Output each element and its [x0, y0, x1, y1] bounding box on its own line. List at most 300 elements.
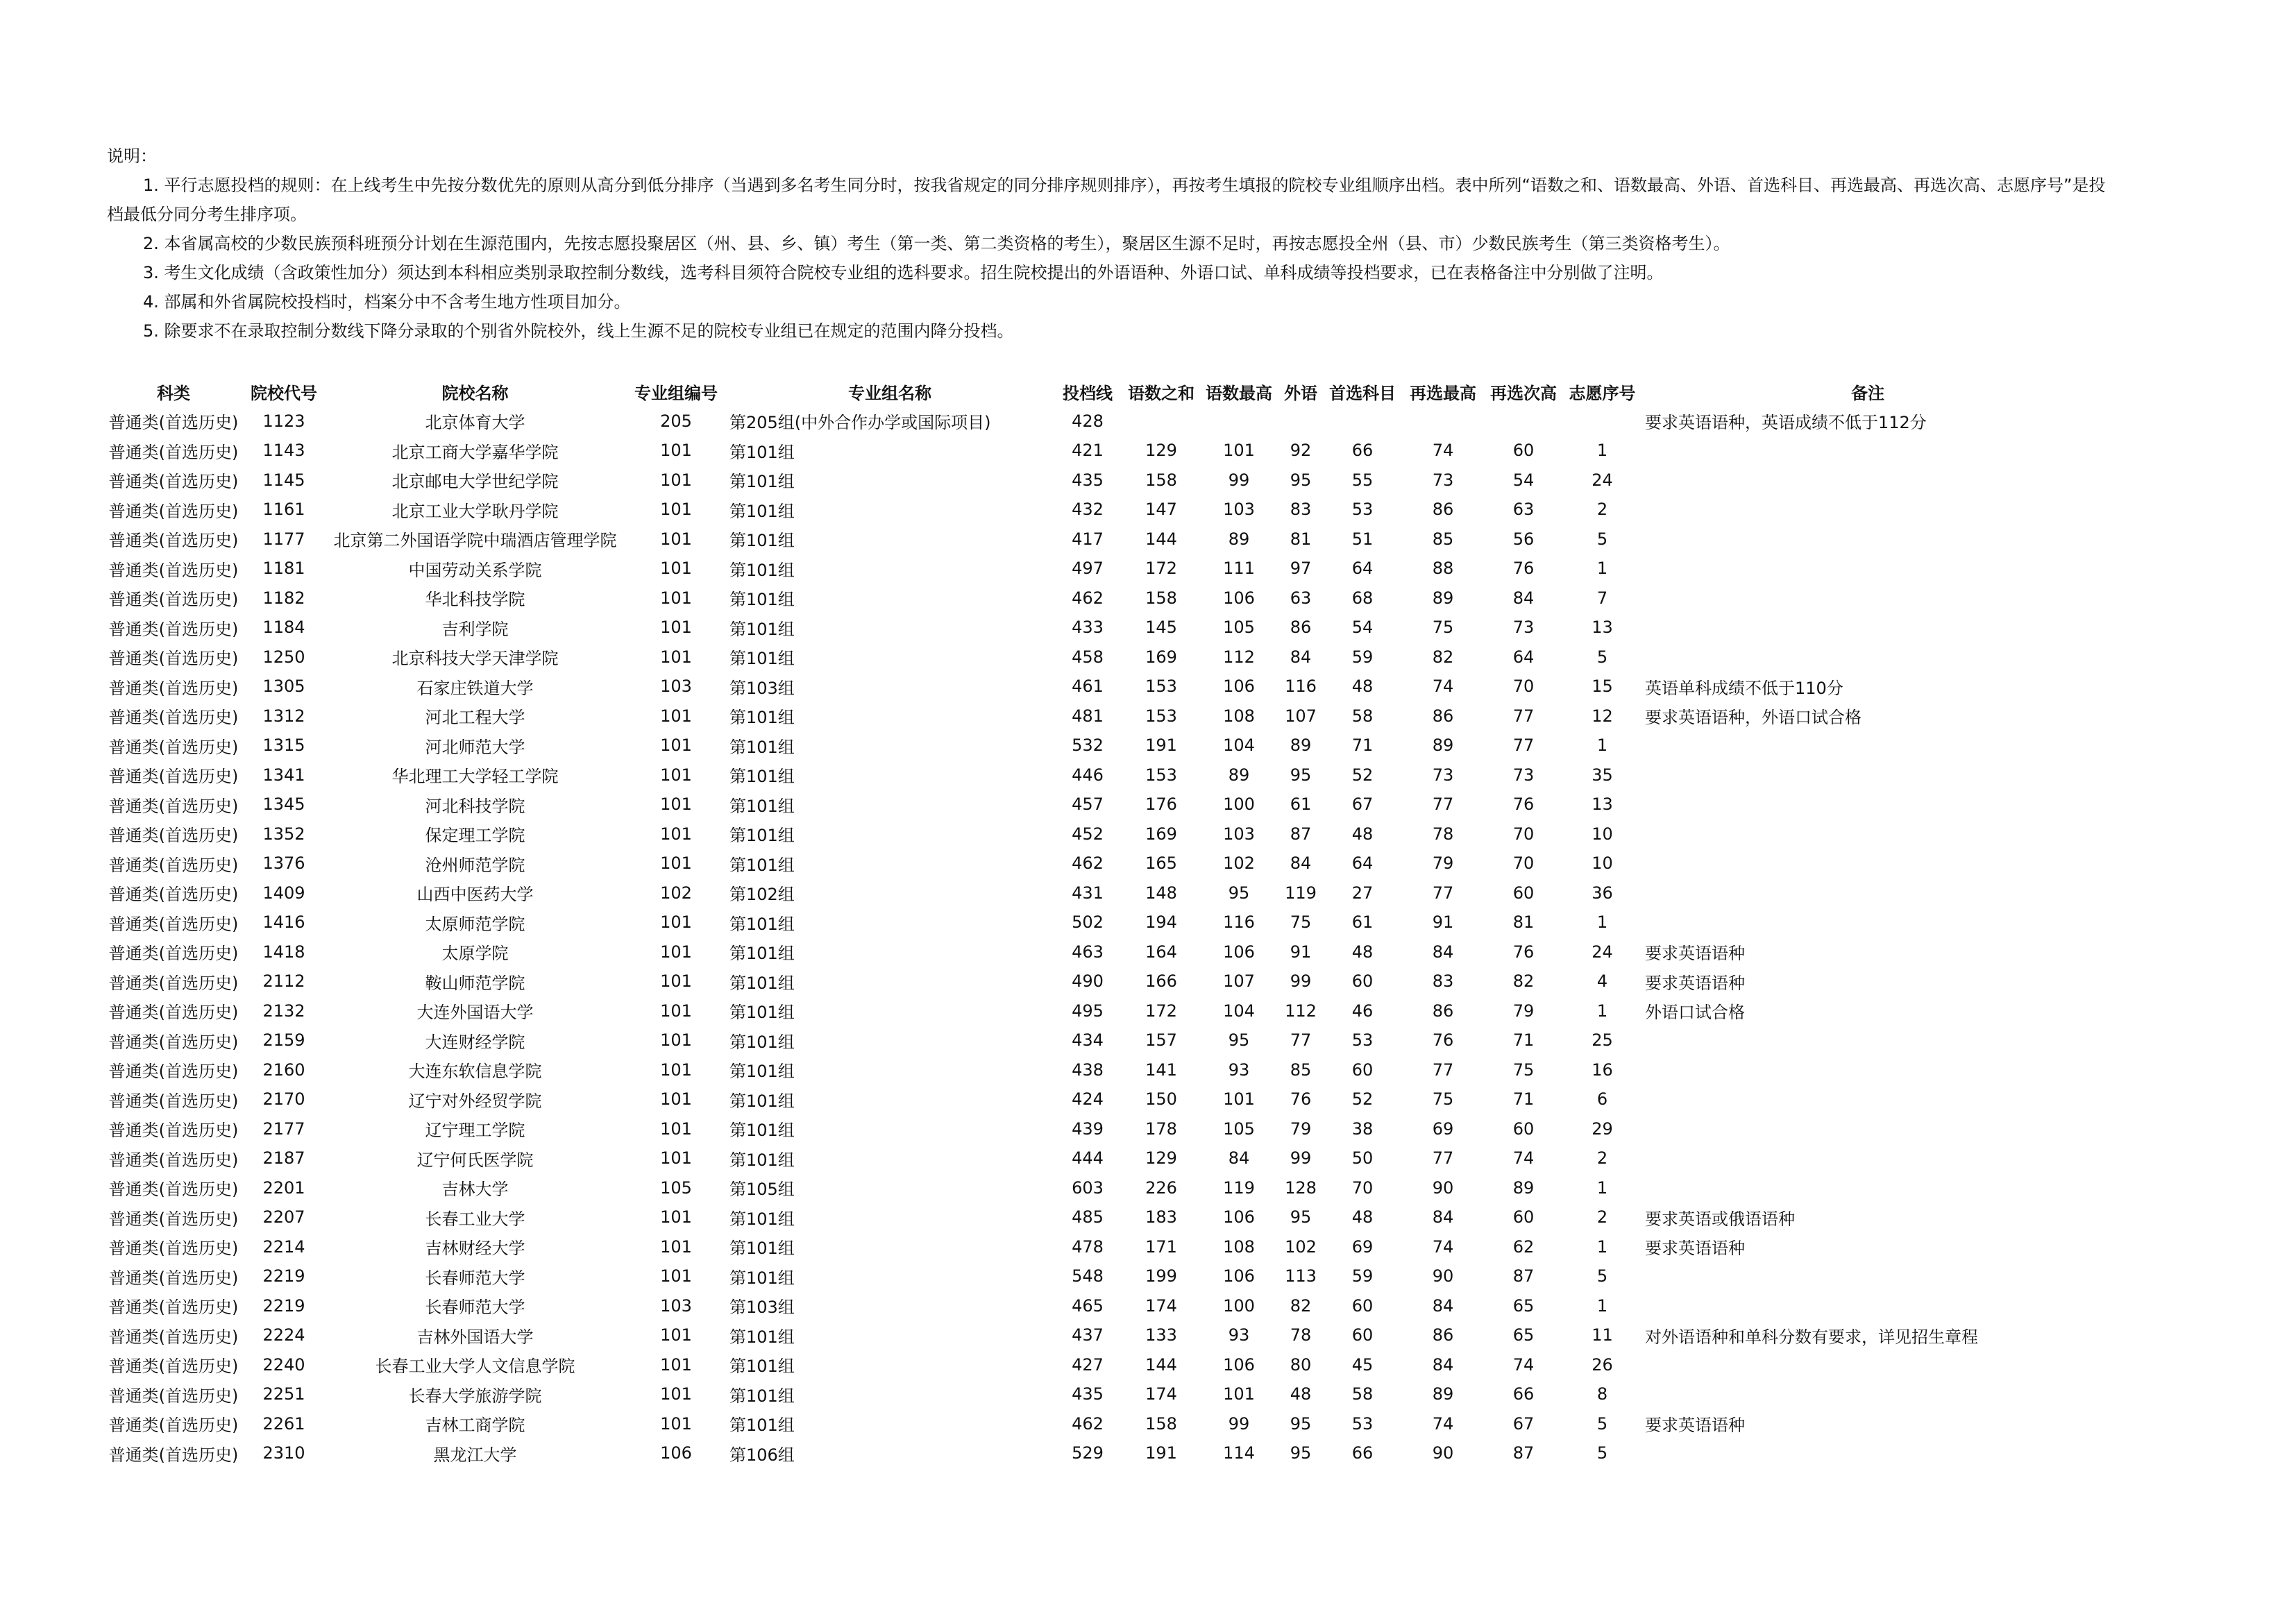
preference-order-cell: 1: [1596, 912, 1608, 933]
reselect-second-cell: 73: [1512, 765, 1535, 785]
group-name-cell: 第101组: [729, 442, 795, 462]
reselect-max-cell: 77: [1432, 794, 1454, 815]
school-code-cell: 1161: [262, 500, 305, 520]
category-cell: 普通类(首选历史): [108, 1150, 239, 1170]
cutoff-score-cell: 485: [1072, 1207, 1104, 1227]
table-row: [104, 1438, 2093, 1468]
chinese-math-sum-cell: 153: [1145, 706, 1177, 726]
reselect-max-cell: 73: [1432, 470, 1454, 490]
group-name-cell: 第106组: [729, 1445, 795, 1465]
table-row: [104, 466, 2093, 495]
first-subject-cell: 53: [1351, 1413, 1374, 1434]
remark-cell: 外语口试合格: [1645, 1003, 1745, 1023]
school-name-cell: 北京体育大学: [425, 413, 525, 433]
reselect-max-cell: 74: [1432, 1413, 1454, 1434]
foreign-language-cell: 92: [1290, 441, 1312, 461]
reselect-max-cell: 84: [1432, 1354, 1454, 1375]
reselect-max-cell: 89: [1432, 588, 1454, 608]
group-code-cell: 101: [660, 706, 692, 726]
school-name-cell: 辽宁理工学院: [425, 1121, 525, 1141]
category-cell: 普通类(首选历史): [108, 413, 239, 433]
cutoff-score-cell: 435: [1072, 1384, 1104, 1404]
reselect-second-cell: 65: [1512, 1325, 1535, 1345]
note-item: 1. 平行志愿投档的规则：在上线考生中先按分数优先的原则从高分到低分排序（当遇到多名考生同分时，按我省规定的同分排序规则排序），再按考生填报的院校专业组顺序出档。表中所列“语数之和、语数最高、外语、首选科目、再选最高、再选次高、志愿序号”是投档最低分同分考生排序项。: [107, 176, 2106, 224]
chinese-math-max-cell: 95: [1228, 1030, 1250, 1051]
category-cell: 普通类(首选历史): [108, 1445, 239, 1465]
category-cell: 普通类(首选历史): [108, 1003, 239, 1023]
foreign-language-cell: 95: [1290, 1207, 1312, 1227]
table-row: [104, 760, 2093, 790]
remark-cell: [1642, 819, 2093, 849]
preference-order-cell: 35: [1592, 765, 1613, 785]
table-row: [104, 1203, 2093, 1232]
cutoff-score-cell: 461: [1072, 677, 1104, 697]
foreign-language-cell: 107: [1285, 706, 1317, 726]
chinese-math-max-cell: 106: [1223, 1266, 1255, 1286]
group-name-cell: 第101组: [729, 973, 795, 993]
admission-score-table: [104, 377, 2093, 1468]
chinese-math-sum-cell: 158: [1145, 588, 1177, 608]
reselect-second-cell: 71: [1512, 1089, 1535, 1110]
preference-order-cell: 24: [1592, 942, 1613, 962]
preference-order-cell: 5: [1596, 529, 1608, 549]
preference-order-cell: 6: [1596, 1089, 1608, 1110]
remark-cell: [1642, 466, 2093, 495]
school-code-cell: 1418: [262, 942, 305, 962]
category-cell: 普通类(首选历史): [108, 708, 239, 728]
first-subject-cell: 64: [1351, 559, 1374, 579]
preference-order-cell: 29: [1592, 1119, 1613, 1139]
school-name-cell: 山西中医药大学: [416, 885, 534, 905]
school-name-cell: 吉林外国语大学: [416, 1327, 534, 1347]
chinese-math-sum-cell: 165: [1145, 853, 1177, 874]
reselect-second-cell: 60: [1512, 1119, 1535, 1139]
header-cell: 投档线: [1063, 383, 1113, 403]
group-name-cell: 第101组: [729, 737, 795, 757]
school-code-cell: 1145: [262, 470, 305, 490]
group-code-cell: 101: [660, 853, 692, 874]
category-cell: 普通类(首选历史): [108, 1180, 239, 1200]
foreign-language-cell: 81: [1290, 529, 1312, 549]
school-code-cell: 2112: [262, 971, 305, 992]
school-code-cell: 2187: [262, 1148, 305, 1169]
remark-cell: [1642, 1026, 2093, 1055]
notes-section: [107, 142, 2106, 346]
school-name-cell: 长春工业大学: [425, 1209, 525, 1229]
reselect-second-cell: 74: [1512, 1354, 1535, 1375]
category-cell: 普通类(首选历史): [108, 678, 239, 698]
chinese-math-sum-cell: 145: [1145, 618, 1177, 638]
remark-cell: [1642, 731, 2093, 760]
group-name-cell: 第101组: [729, 531, 795, 551]
school-name-cell: 华北理工大学轻工学院: [391, 767, 559, 787]
chinese-math-sum-cell: 144: [1145, 1354, 1177, 1375]
group-name-cell: 第105组: [729, 1180, 795, 1200]
preference-order-cell: 1: [1596, 1237, 1608, 1257]
table-row: [104, 1409, 2093, 1439]
group-code-cell: 101: [660, 736, 692, 756]
group-name-cell: 第102组: [729, 885, 795, 905]
foreign-language-cell: 119: [1285, 883, 1317, 903]
table-row: [104, 643, 2093, 672]
school-code-cell: 2177: [262, 1119, 305, 1139]
group-code-cell: 103: [660, 677, 692, 697]
reselect-second-cell: 70: [1512, 677, 1535, 697]
note-item: 5. 除要求不在录取控制分数线下降分录取的个别省外院校外，线上生源不足的院校专业组已在规定的范围内降分投档。: [143, 321, 1014, 341]
school-code-cell: 1416: [262, 912, 305, 933]
header-cell: 院校代号: [251, 383, 317, 403]
group-name-cell: 第101组: [729, 1357, 795, 1377]
school-name-cell: 北京邮电大学世纪学院: [391, 472, 559, 492]
table-row: [104, 1085, 2093, 1114]
chinese-math-sum-cell: 172: [1145, 559, 1177, 579]
table-header-row: [104, 377, 2093, 407]
remark-cell: [1642, 849, 2093, 878]
first-subject-cell: 70: [1351, 1178, 1374, 1198]
group-name-cell: 第101组: [729, 1209, 795, 1229]
chinese-math-max-cell: 100: [1223, 1295, 1255, 1316]
preference-order-cell: 1: [1596, 441, 1608, 461]
preference-order-cell: 36: [1592, 883, 1613, 903]
chinese-math-max-cell: 106: [1223, 1354, 1255, 1375]
group-code-cell: 101: [660, 1354, 692, 1375]
school-code-cell: 2132: [262, 1001, 305, 1021]
table-row: [104, 495, 2093, 525]
chinese-math-max-cell: 108: [1223, 1237, 1255, 1257]
school-name-cell: 吉林工商学院: [425, 1416, 525, 1436]
group-name-cell: 第101组: [729, 590, 795, 610]
foreign-language-cell: 97: [1290, 559, 1312, 579]
foreign-language-cell: 102: [1285, 1237, 1317, 1257]
school-code-cell: 2160: [262, 1060, 305, 1080]
foreign-language-cell: 48: [1290, 1384, 1312, 1404]
reselect-max-cell: 73: [1432, 765, 1454, 785]
preference-order-cell: 8: [1596, 1384, 1608, 1404]
school-code-cell: 1182: [262, 588, 305, 608]
chinese-math-sum-cell: 171: [1145, 1237, 1177, 1257]
reselect-second-cell: 63: [1512, 500, 1535, 520]
foreign-language-cell: 76: [1290, 1089, 1312, 1110]
remark-cell: 要求英语语种，外语口试合格: [1645, 708, 1862, 728]
preference-order-cell: 4: [1596, 971, 1608, 992]
table-row: [104, 1320, 2093, 1350]
category-cell: 普通类(首选历史): [108, 531, 239, 551]
reselect-second-cell: [1485, 407, 1562, 436]
cutoff-score-cell: 490: [1072, 971, 1104, 992]
school-code-cell: 1376: [262, 853, 305, 874]
group-code-cell: 101: [660, 1207, 692, 1227]
category-cell: 普通类(首选历史): [108, 737, 239, 757]
reselect-second-cell: 70: [1512, 824, 1535, 844]
preference-order-cell: 24: [1592, 470, 1613, 490]
chinese-math-sum-cell: 153: [1145, 677, 1177, 697]
remark-cell: [1642, 1085, 2093, 1114]
reselect-second-cell: 87: [1512, 1266, 1535, 1286]
preference-order-cell: 1: [1596, 1178, 1608, 1198]
group-code-cell: 101: [660, 942, 692, 962]
category-cell: 普通类(首选历史): [108, 1268, 239, 1288]
cutoff-score-cell: 427: [1072, 1354, 1104, 1375]
note-item: 2. 本省属高校的少数民族预科班预分计划在生源范围内，先按志愿投聚居区（州、县、乡、镇）考生（第一类、第二类资格的考生），聚居区生源不足时，再按志愿投全州（县、市）少数民族考生（第三类资格考生）。: [143, 234, 1730, 253]
group-code-cell: 101: [660, 647, 692, 667]
first-subject-cell: 59: [1351, 1266, 1374, 1286]
school-name-cell: 大连东软信息学院: [408, 1062, 542, 1082]
table-row: [104, 1173, 2093, 1203]
group-code-cell: 101: [660, 971, 692, 992]
reselect-second-cell: 56: [1512, 529, 1535, 549]
chinese-math-max-cell: 84: [1228, 1148, 1250, 1169]
reselect-max-cell: 86: [1432, 1325, 1454, 1345]
group-name-cell: 第101组: [729, 560, 795, 580]
cutoff-score-cell: 548: [1072, 1266, 1104, 1286]
cutoff-score-cell: 437: [1072, 1325, 1104, 1345]
preference-order-cell: 16: [1592, 1060, 1613, 1080]
school-code-cell: 2159: [262, 1030, 305, 1051]
first-subject-cell: 66: [1351, 441, 1374, 461]
table-row: [104, 908, 2093, 937]
preference-order-cell: 2: [1596, 1148, 1608, 1169]
chinese-math-max-cell: 95: [1228, 883, 1250, 903]
cutoff-score-cell: 478: [1072, 1237, 1104, 1257]
category-cell: 普通类(首选历史): [108, 1298, 239, 1318]
preference-order-cell: 15: [1592, 677, 1613, 697]
table-row: [104, 1379, 2093, 1409]
chinese-math-sum-cell: 158: [1145, 1413, 1177, 1434]
chinese-math-sum-cell: 176: [1145, 794, 1177, 815]
header-cell: 外语: [1284, 383, 1317, 403]
remark-cell: [1642, 613, 2093, 643]
category-cell: 普通类(首选历史): [108, 885, 239, 905]
category-cell: 普通类(首选历史): [108, 1416, 239, 1436]
chinese-math-max-cell: 89: [1228, 529, 1250, 549]
school-name-cell: 吉林大学: [441, 1180, 509, 1200]
cutoff-score-cell: 439: [1072, 1119, 1104, 1139]
note-item: 3. 考生文化成绩（含政策性加分）须达到本科相应类别录取控制分数线，选考科目须符合院校专业组的选科要求。招生院校提出的外语语种、外语口试、单科成绩等投档要求，已在表格备注中分别做了注明。: [143, 263, 1664, 282]
table-row: [104, 613, 2093, 643]
category-cell: 普通类(首选历史): [108, 619, 239, 639]
category-cell: 普通类(首选历史): [108, 1239, 239, 1259]
first-subject-cell: 58: [1351, 706, 1374, 726]
foreign-language-cell: 91: [1290, 942, 1312, 962]
chinese-math-max-cell: 101: [1223, 1089, 1255, 1110]
remark-cell: [1642, 1379, 2093, 1409]
cutoff-score-cell: 529: [1072, 1443, 1104, 1463]
first-subject-cell: 48: [1351, 1207, 1374, 1227]
header-cell: 首选科目: [1329, 383, 1396, 403]
group-code-cell: 101: [660, 1266, 692, 1286]
foreign-language-cell: 86: [1290, 618, 1312, 638]
category-cell: 普通类(首选历史): [108, 649, 239, 669]
school-code-cell: 1345: [262, 794, 305, 815]
school-name-cell: 黑龙江大学: [433, 1445, 517, 1465]
category-cell: 普通类(首选历史): [108, 826, 239, 846]
group-name-cell: 第101组: [729, 1268, 795, 1288]
school-name-cell: 沧州师范学院: [425, 855, 525, 875]
cutoff-score-cell: 458: [1072, 647, 1104, 667]
chinese-math-sum-cell: 157: [1145, 1030, 1177, 1051]
remark-cell: 英语单科成绩不低于110分: [1645, 678, 1843, 698]
table-row: [104, 1055, 2093, 1085]
reselect-second-cell: 87: [1512, 1443, 1535, 1463]
group-name-cell: 第101组: [729, 855, 795, 875]
preference-order-cell: 1: [1596, 736, 1608, 756]
chinese-math-max-cell: 93: [1228, 1060, 1250, 1080]
school-code-cell: 2214: [262, 1237, 305, 1257]
remark-cell: [1642, 1291, 2093, 1321]
reselect-max-cell: 79: [1432, 853, 1454, 874]
school-name-cell: 辽宁对外经贸学院: [408, 1091, 542, 1111]
chinese-math-sum-cell: 158: [1145, 470, 1177, 490]
group-name-cell: 第101组: [729, 767, 795, 787]
reselect-second-cell: 65: [1512, 1295, 1535, 1316]
reselect-max-cell: 85: [1432, 529, 1454, 549]
foreign-language-cell: 78: [1290, 1325, 1312, 1345]
reselect-second-cell: 75: [1512, 1060, 1535, 1080]
category-cell: 普通类(首选历史): [108, 944, 239, 964]
reselect-max-cell: 74: [1432, 677, 1454, 697]
preference-order-cell: 1: [1596, 1295, 1608, 1316]
remark-cell: [1642, 1114, 2093, 1144]
reselect-second-cell: 62: [1512, 1237, 1535, 1257]
chinese-math-sum-cell: 129: [1145, 1148, 1177, 1169]
first-subject-cell: 71: [1351, 736, 1374, 756]
chinese-math-sum-cell: 194: [1145, 912, 1177, 933]
reselect-max-cell: 86: [1432, 500, 1454, 520]
chinese-math-max-cell: 106: [1223, 677, 1255, 697]
remark-cell: [1642, 525, 2093, 554]
table-row: [104, 849, 2093, 878]
header-cell: 备注: [1851, 383, 1884, 403]
school-code-cell: 1250: [262, 647, 305, 667]
school-name-cell: 太原师范学院: [425, 914, 525, 934]
preference-order-cell: 5: [1596, 1413, 1608, 1434]
group-name-cell: 第101组: [729, 1416, 795, 1436]
reselect-max-cell: 86: [1432, 706, 1454, 726]
chinese-math-max-cell: 93: [1228, 1325, 1250, 1345]
table-row: [104, 1232, 2093, 1262]
school-code-cell: 2201: [262, 1178, 305, 1198]
foreign-language-cell: 84: [1290, 853, 1312, 874]
cutoff-score-cell: 463: [1072, 942, 1104, 962]
reselect-max-cell: 77: [1432, 883, 1454, 903]
school-name-cell: 长春师范大学: [425, 1298, 525, 1318]
group-code-cell: 101: [660, 441, 692, 461]
reselect-max-cell: 75: [1432, 618, 1454, 638]
first-subject-cell: 48: [1351, 824, 1374, 844]
group-code-cell: 101: [660, 1001, 692, 1021]
first-subject-cell: 48: [1351, 942, 1374, 962]
foreign-language-cell: 80: [1290, 1354, 1312, 1375]
cutoff-score-cell: 497: [1072, 559, 1104, 579]
reselect-second-cell: 73: [1512, 618, 1535, 638]
group-code-cell: 103: [660, 1295, 692, 1316]
reselect-second-cell: 66: [1512, 1384, 1535, 1404]
reselect-max-cell: 84: [1432, 1207, 1454, 1227]
header-cell: 院校名称: [441, 383, 509, 403]
group-code-cell: 101: [660, 588, 692, 608]
reselect-max-cell: 84: [1432, 942, 1454, 962]
chinese-math-sum-cell: 144: [1145, 529, 1177, 549]
table-row: [104, 1144, 2093, 1173]
preference-order-cell: 7: [1596, 588, 1608, 608]
chinese-math-sum-cell: 199: [1145, 1266, 1177, 1286]
foreign-language-cell: 113: [1285, 1266, 1317, 1286]
reselect-max-cell: 89: [1432, 736, 1454, 756]
chinese-math-max-cell: 111: [1223, 559, 1255, 579]
school-name-cell: 吉利学院: [441, 619, 509, 639]
group-code-cell: 101: [660, 1413, 692, 1434]
remark-cell: 要求英语语种: [1645, 1416, 1745, 1436]
remark-cell: [1642, 908, 2093, 937]
school-name-cell: 华北科技学院: [425, 590, 525, 610]
group-name-cell: 第101组: [729, 1121, 795, 1141]
chinese-math-sum-cell: 147: [1145, 500, 1177, 520]
group-name-cell: 第101组: [729, 619, 795, 639]
first-subject-cell: 59: [1351, 647, 1374, 667]
remark-cell: 要求英语语种: [1645, 944, 1745, 964]
category-cell: 普通类(首选历史): [108, 1357, 239, 1377]
school-name-cell: 大连财经学院: [425, 1032, 525, 1052]
cutoff-score-cell: 532: [1072, 736, 1104, 756]
chinese-math-sum-cell: 191: [1145, 1443, 1177, 1463]
reselect-max-cell: 78: [1432, 824, 1454, 844]
group-name-cell: 第103组: [729, 1298, 795, 1318]
preference-order-cell: 26: [1592, 1354, 1613, 1375]
first-subject-cell: 58: [1351, 1384, 1374, 1404]
cutoff-score-cell: 446: [1072, 765, 1104, 785]
chinese-math-max-cell: 99: [1228, 1413, 1250, 1434]
school-name-cell: 北京第二外国语学院中瑞酒店管理学院: [333, 531, 617, 551]
reselect-second-cell: 60: [1512, 883, 1535, 903]
foreign-language-cell: 79: [1290, 1119, 1312, 1139]
category-cell: 普通类(首选历史): [108, 501, 239, 521]
table-row: [104, 407, 2093, 436]
school-name-cell: 长春师范大学: [425, 1268, 525, 1288]
notes-title: 说明：: [107, 146, 157, 166]
category-cell: 普通类(首选历史): [108, 560, 239, 580]
table-row: [104, 996, 2093, 1026]
chinese-math-max-cell: 99: [1228, 470, 1250, 490]
table-row: [104, 1291, 2093, 1321]
chinese-math-max-cell: 101: [1223, 1384, 1255, 1404]
category-cell: 普通类(首选历史): [108, 796, 239, 816]
reselect-max-cell: 90: [1432, 1443, 1454, 1463]
group-code-cell: 205: [660, 411, 692, 431]
preference-order-cell: 5: [1596, 1443, 1608, 1463]
chinese-math-max-cell: 108: [1223, 706, 1255, 726]
group-code-cell: 101: [660, 559, 692, 579]
reselect-max-cell: 86: [1432, 1001, 1454, 1021]
group-code-cell: 101: [660, 470, 692, 490]
foreign-language-cell: 84: [1290, 647, 1312, 667]
cutoff-score-cell: 481: [1072, 706, 1104, 726]
preference-order-cell: 10: [1592, 824, 1613, 844]
preference-order-cell: 25: [1592, 1030, 1613, 1051]
school-name-cell: 保定理工学院: [425, 826, 525, 846]
table-row: [104, 731, 2093, 760]
cutoff-score-cell: 424: [1072, 1089, 1104, 1110]
school-name-cell: 长春大学旅游学院: [408, 1386, 542, 1406]
category-cell: 普通类(首选历史): [108, 1032, 239, 1052]
chinese-math-max-cell: 107: [1223, 971, 1255, 992]
reselect-second-cell: 77: [1512, 736, 1535, 756]
cutoff-score-cell: 603: [1072, 1178, 1104, 1198]
table-body: [104, 407, 2093, 1468]
chinese-math-max-cell: 105: [1223, 618, 1255, 638]
group-name-cell: 第101组: [729, 796, 795, 816]
reselect-second-cell: 76: [1512, 559, 1535, 579]
school-name-cell: 长春工业大学人文信息学院: [375, 1357, 575, 1377]
